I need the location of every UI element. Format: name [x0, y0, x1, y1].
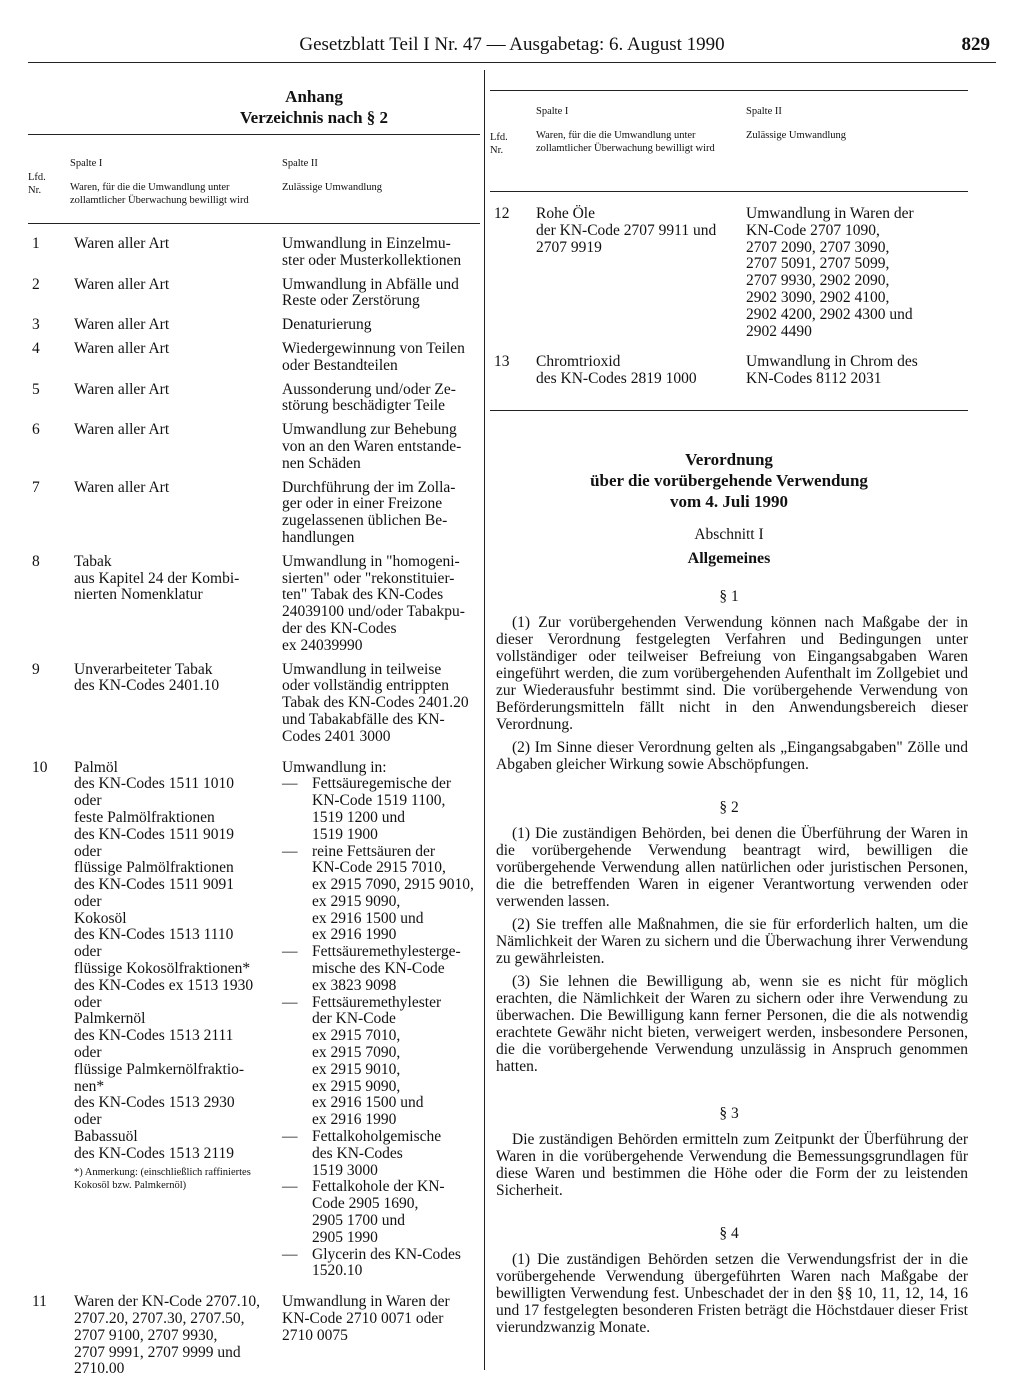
text-line: 2707 2090, 2707 3090, — [746, 238, 890, 256]
dash-item — [282, 1129, 476, 1179]
text-line: nierten Nomenklatur — [74, 586, 203, 604]
row-number: 7 — [32, 478, 40, 496]
row11-col2 — [278, 1294, 476, 1378]
text-line: ster oder Musterkollektionen — [282, 251, 462, 269]
spalte1-text: Waren, für die die Umwandlung unter zollamtlicher Überwachung bewilligt wird — [536, 130, 715, 154]
header-title: Gesetzblatt Teil I Nr. 47 — Ausgabetag: 6. August 1990 — [299, 34, 725, 55]
spalte2-label: Spalte II — [282, 158, 318, 169]
text-line: 2905 1990 — [312, 1228, 378, 1246]
text-line: Umwandlung in Abfälle und — [282, 275, 459, 293]
table-row — [28, 480, 480, 547]
text-line: Fettsäuremethylesterge- — [312, 943, 461, 961]
text-line: Waren aller Art — [74, 421, 170, 439]
dash-item — [282, 944, 476, 994]
text-line: Unverarbeiteter Tabak — [74, 660, 213, 678]
spalte1-cell — [66, 341, 278, 375]
text-line: 2707.20, 2707.30, 2707.50, — [74, 1310, 245, 1328]
text-line: oder — [74, 943, 102, 961]
text-line: oder Bestandteilen — [282, 356, 398, 374]
text-line: des KN-Codes 1513 1110 — [74, 926, 234, 944]
dash-mark: — — [282, 842, 298, 860]
spalte2-header — [746, 105, 946, 142]
anhang-heading — [148, 86, 480, 128]
text-line: ex 2915 9090, — [312, 1077, 401, 1095]
text-line: des KN-Codes 1511 1010 — [74, 775, 235, 793]
table-header-continued — [490, 90, 968, 192]
text-line: des KN-Codes 1513 2930 — [74, 1094, 235, 1112]
spalte1-cell — [66, 236, 278, 270]
row-number: 12 — [494, 205, 510, 222]
spalte2-cell — [278, 662, 476, 746]
text-line: oder — [74, 993, 102, 1011]
text-line: 2707 5091, 2707 5099, — [746, 255, 890, 273]
spalte2-header — [282, 157, 472, 194]
dash-mark: — — [282, 1128, 298, 1146]
table-header — [28, 134, 480, 224]
text-line: des KN-Codes 2401.10 — [74, 677, 220, 695]
text-line: 24039100 und/oder Tabakpu- — [282, 603, 465, 621]
text-line: zugelassenen üblichen Be- — [282, 512, 448, 530]
paragraph-heading-2: § 2 — [719, 798, 739, 816]
text-line: Waren aller Art — [74, 316, 170, 334]
text-line: KN-Code 2915 7010, — [312, 859, 446, 877]
abschnitt-title: Allgemeines — [687, 549, 771, 567]
table-row — [28, 662, 480, 746]
text-line: Fettalkoholgemische — [312, 1128, 442, 1146]
row10-col1 — [66, 760, 278, 1281]
text-line: oder vollständig entrippten — [282, 677, 450, 695]
text-line: Umwandlung in Chrom des — [746, 353, 918, 371]
spalte2-cell — [278, 554, 476, 655]
table-row-13 — [490, 354, 968, 388]
lfd-nr-header: Lfd. Nr. — [490, 132, 508, 156]
text-line: 2707 9991, 2707 9999 und — [74, 1343, 241, 1361]
paragraph-text: (2) Sie treffen alle Maßnahmen, die sie für erforderlich halten, um die Nämlichkeit der Waren zu sichern und die Überwachung ihrer Verwendung zu gewährleisten. — [496, 915, 968, 967]
text-line: flüssige Palmkernölfraktio- — [74, 1060, 245, 1078]
text-line: KN-Code 2710 0071 oder — [282, 1310, 444, 1328]
table-row-12 — [490, 206, 968, 340]
text-line: oder — [74, 1044, 102, 1062]
table-row — [28, 277, 480, 311]
row10-dash-list — [282, 776, 476, 1280]
row-number: 11 — [32, 1293, 47, 1311]
text-line: Waren der KN-Code 2707.10, — [74, 1293, 260, 1311]
text-line: und Tabakabfälle des KN- — [282, 710, 445, 728]
paragraph-text: (2) Im Sinne dieser Verordnung gelten als „Eingangsabgaben" Zölle und Abgaben gleicher Wirkung sowie Abschöpfungen. — [496, 738, 968, 773]
table-row — [28, 554, 480, 655]
text-line: Fettsäuregemische der — [312, 775, 452, 793]
text-line: Palmkernöl — [74, 1010, 146, 1028]
text-line: mische des KN-Code — [312, 960, 445, 978]
text-line: Umwandlung in Einzelmu- — [282, 235, 451, 252]
spalte2-cell — [278, 341, 476, 375]
dash-mark: — — [282, 993, 298, 1011]
text-line: des KN-Codes 1513 2119 — [74, 1144, 235, 1162]
text-line: Codes 2401 3000 — [282, 727, 391, 745]
spalte2-text: Zulässige Umwandlung — [746, 130, 847, 141]
text-line: Kokosöl — [74, 909, 127, 927]
text-line: oder — [74, 792, 102, 810]
text-line: der des KN-Codes — [282, 619, 397, 637]
text-line: Denaturierung — [282, 316, 372, 334]
text-line: handlungen — [282, 528, 355, 546]
text-line: 1519 3000 — [312, 1161, 378, 1179]
dash-mark: — — [282, 1245, 298, 1263]
spalte1-header — [70, 157, 270, 207]
anmerkung: *) Anmerkung: (einschließlich raffiniertes Kokosöl bzw. Palmkernöl) — [74, 1166, 251, 1191]
text-line: feste Palmölfraktionen — [74, 808, 215, 826]
text-line: ex 2916 1500 und — [312, 1094, 424, 1112]
dash-text — [312, 1129, 476, 1179]
text-line: des KN-Codes 1511 9019 — [74, 825, 235, 843]
text-line: des KN-Codes 2819 1000 — [536, 370, 697, 388]
text-line: 2707 9919 — [536, 238, 602, 256]
text-line: Palmöl — [74, 758, 118, 776]
text-line: Durchführung der im Zolla- — [282, 478, 456, 496]
text-line: der KN-Code — [312, 1010, 396, 1028]
paragraph-text: Die zuständigen Behörden ermitteln zum Zeitpunkt der Überführung der Waren in die vorübergehende Verwendung die Bemessungsgrundlagen für diese Waren und bestimmen die Höhe oder die Form der zu leistenden Sicherheit. — [496, 1130, 968, 1199]
row10-col1-lines — [74, 760, 278, 1163]
row12-col2 — [746, 206, 966, 340]
lfd-nr-header: Lfd. Nr. — [28, 172, 46, 196]
dash-text — [312, 995, 476, 1129]
text-line: Rohe Öle — [536, 205, 595, 222]
text-line: Code 2905 1690, — [312, 1195, 419, 1213]
row11-col1 — [66, 1294, 278, 1378]
text-line: KN-Code 2707 1090, — [746, 221, 880, 239]
spalte2-cell — [278, 422, 476, 472]
anhang-subtitle: Verzeichnis nach § 2 — [239, 108, 389, 127]
text-line: Umwandlung in Waren der — [746, 205, 914, 222]
table-end-rule — [490, 410, 968, 411]
text-line: ex 2916 1990 — [312, 926, 397, 944]
text-line: 2707 9930, 2902 2090, — [746, 272, 890, 290]
text-line: reine Fettsäuren der — [312, 842, 436, 860]
row13-col2 — [746, 354, 966, 388]
text-line: des KN-Codes 1511 9091 — [74, 876, 235, 894]
spalte2-cell — [278, 382, 476, 416]
text-line: Umwandlung zur Behebung — [282, 421, 457, 439]
text-line: ger oder in einer Freizone — [282, 495, 443, 513]
text-line: KN-Codes 8112 2031 — [746, 370, 882, 388]
dash-text — [312, 844, 476, 945]
table-row — [28, 341, 480, 375]
table-body — [28, 236, 480, 746]
text-line: Reste oder Zerstörung — [282, 292, 420, 310]
text-line: nen Schäden — [282, 454, 361, 472]
spalte2-cell — [278, 277, 476, 311]
text-line: 2710 0075 — [282, 1326, 348, 1344]
dash-item — [282, 776, 476, 843]
dash-text — [312, 1247, 476, 1281]
paragraph-heading-1: § 1 — [719, 587, 739, 605]
text-line: 1519 1900 — [312, 825, 378, 843]
column-divider — [484, 70, 485, 1370]
verordnung-title-line: über die vorübergehende Verwendung — [590, 470, 868, 490]
dash-mark: — — [282, 1178, 298, 1196]
text-line: Chromtrioxid — [536, 353, 621, 371]
text-line: Umwandlung in Waren der — [282, 1293, 450, 1311]
text-line: aus Kapitel 24 der Kombi- — [74, 569, 240, 587]
text-line: Tabak des KN-Codes 2401.20 — [282, 694, 469, 712]
right-column — [490, 72, 968, 1342]
row10-col2 — [278, 760, 476, 1281]
text-line: Babassuöl — [74, 1128, 138, 1146]
text-line: ex 24039990 — [282, 636, 363, 654]
row-number: 5 — [32, 380, 40, 398]
text-line: flüssige Palmölfraktionen — [74, 859, 234, 877]
paragraph-text: (1) Die zuständigen Behörden, bei denen die Überführung der Waren in die vorübergehende Verwendung beantragt wird, bewilligen die vorübergehende Verwendung allen natürlichen oder juristischen Personen, die die betreffenden Waren in eigener Verantwortung verwenden oder verwenden lassen. — [496, 824, 968, 910]
text-line: ex 2916 1990 — [312, 1111, 397, 1129]
text-line: oder — [74, 842, 102, 860]
text-line: flüssige Kokosölfraktionen* — [74, 960, 251, 978]
text-line: ex 3823 9098 — [312, 976, 397, 994]
row12-col1 — [536, 206, 746, 340]
text-line: Aussonderung und/oder Ze- — [282, 380, 456, 398]
text-line: 2710.00 — [74, 1360, 125, 1378]
spalte1-cell — [66, 382, 278, 416]
dash-item — [282, 995, 476, 1129]
text-line: 2902 3090, 2902 4100, — [746, 288, 890, 306]
text-line: Waren aller Art — [74, 339, 170, 357]
table-row-11 — [28, 1294, 480, 1378]
text-line: ex 2915 7090, — [312, 1044, 401, 1062]
dash-text — [312, 944, 476, 994]
text-line: Waren aller Art — [74, 275, 170, 293]
paragraph-text: (1) Die zuständigen Behörden setzen die Verwendungsfrist der in die vorübergehende Verwendung übergeführten Waren nach Maßgabe der bewilligten Verwendung fest. Unbeschadet der in den §§ 10, 11, 12, 14, 16 und 17 festgelegten besonderen Fristen beträgt die Höchstdauer dieser Frist vierundzwanzig Monate. — [496, 1250, 968, 1336]
verordnung-title-line: Verordnung — [685, 449, 773, 469]
text-line: des KN-Codes — [312, 1144, 403, 1162]
paragraph-heading-3: § 3 — [719, 1104, 739, 1122]
spalte1-label: Spalte I — [70, 158, 103, 169]
text-line: oder — [74, 1111, 102, 1129]
text-line: ex 2915 7010, — [312, 1027, 401, 1045]
text-line: des KN-Codes 1513 2111 — [74, 1027, 234, 1045]
dash-mark: — — [282, 943, 298, 961]
abschnitt-label: Abschnitt I — [694, 525, 764, 543]
row10-intro: Umwandlung in: — [282, 758, 387, 776]
text-line: störung beschädigter Teile — [282, 397, 446, 415]
spalte2-text: Zulässige Umwandlung — [282, 182, 383, 193]
text-line: 2902 4490 — [746, 322, 812, 340]
paragraph-heading-4: § 4 — [719, 1224, 739, 1242]
text-line: Glycerin des KN-Codes — [312, 1245, 461, 1263]
table-row — [28, 382, 480, 416]
anhang-title: Anhang — [285, 87, 343, 106]
row-number: 4 — [32, 339, 40, 357]
dash-item — [282, 844, 476, 945]
row-number: 13 — [494, 353, 510, 371]
text-line: Fettsäuremethylester — [312, 993, 442, 1011]
row-number: 1 — [32, 235, 40, 252]
dash-text — [312, 1179, 476, 1246]
dash-mark: — — [282, 775, 298, 793]
spalte1-cell — [66, 317, 278, 334]
table-row — [28, 236, 480, 270]
row-number: 9 — [32, 660, 40, 678]
paragraph-text: (1) Zur vorübergehenden Verwendung können nach Maßgabe der in dieser Verordnung festgelegten Verfahren und Bedingungen unter vollständiger oder teilweiser Befreiung von Eingangsabgaben Waren eingeführt werden, die zum vorübergehenden Aufenthalt im Zollgebiet und zur Wiederausfuhr bestimmt sind. Die vorübergehende Verwendung von Beförderungsmitteln fällt nicht in den Anwendungsbereich dieser Verordnung. — [496, 613, 968, 733]
text-line: 2905 1700 und — [312, 1212, 405, 1230]
text-line: 1519 1200 und — [312, 808, 405, 826]
text-line: Umwandlung in "homogeni- — [282, 552, 460, 570]
text-line: ex 2916 1500 und — [312, 909, 424, 927]
text-line: sierten" oder "rekonstituier- — [282, 569, 455, 587]
paragraph-text: (3) Sie lehnen die Bewilligung ab, wenn sie es nicht für möglich erachten, die Nämlichkeit der Waren zu sichern oder ihre Verwendung zu überwachen. Die Bewilligung kann ferner Personen, die die als notwendig erachtete Gewähr nicht bieten, verweigert werden, insbesondere Personen, die die vorübergehende Verwendung unzulässig in Anspruch genommen hatten. — [496, 972, 968, 1075]
row-number: 6 — [32, 421, 40, 439]
spalte1-label: Spalte I — [536, 106, 569, 117]
text-line: Umwandlung in teilweise — [282, 660, 442, 678]
table-row — [28, 317, 480, 334]
text-line: ex 2915 9090, — [312, 892, 401, 910]
row-number: 10 — [32, 758, 48, 776]
text-line: der KN-Code 2707 9911 und — [536, 221, 717, 239]
text-line: Fettalkohole der KN- — [312, 1178, 445, 1196]
row-number: 8 — [32, 552, 40, 570]
spalte1-cell — [66, 422, 278, 472]
text-line: Tabak — [74, 552, 112, 570]
table-row — [28, 422, 480, 472]
left-column — [28, 72, 480, 1378]
spalte1-cell — [66, 277, 278, 311]
text-line: Wiedergewinnung von Teilen — [282, 339, 465, 357]
spalte1-cell — [66, 662, 278, 746]
verordnung-title — [490, 449, 968, 512]
text-line: ex 2915 7090, 2915 9010, — [312, 876, 474, 894]
dash-item — [282, 1179, 476, 1246]
dash-text — [312, 776, 476, 843]
spalte2-label: Spalte II — [746, 106, 782, 117]
text-line: 2707 9100, 2707 9930, — [74, 1326, 218, 1344]
row13-col1 — [536, 354, 746, 388]
spalte2-cell — [278, 236, 476, 270]
text-line: Waren aller Art — [74, 380, 170, 398]
text-line: des KN-Codes ex 1513 1930 — [74, 976, 254, 994]
spalte1-cell — [66, 554, 278, 655]
text-line: ten" Tabak des KN-Codes — [282, 586, 444, 604]
spalte2-cell — [278, 480, 476, 547]
text-line: oder — [74, 892, 102, 910]
row-number: 3 — [32, 316, 40, 334]
dash-item — [282, 1247, 476, 1281]
table-row-10 — [28, 760, 480, 1281]
text-line: Waren aller Art — [74, 478, 170, 496]
verordnung-title-line: vom 4. Juli 1990 — [669, 491, 789, 511]
text-line: nen* — [74, 1077, 105, 1095]
text-line: ex 2915 9010, — [312, 1060, 401, 1078]
spalte1-text: Waren, für die die Umwandlung unter zollamtlicher Überwachung bewilligt wird — [70, 182, 249, 206]
text-line: Waren aller Art — [74, 235, 170, 252]
text-line: 1520.10 — [312, 1262, 363, 1280]
spalte2-cell — [278, 317, 476, 334]
text-line: 2902 4200, 2902 4300 und — [746, 305, 913, 323]
page-header — [28, 28, 996, 63]
spalte1-header — [536, 105, 736, 155]
text-line: KN-Code 1519 1100, — [312, 792, 446, 810]
page-number: 829 — [961, 34, 990, 55]
row-number: 2 — [32, 275, 40, 293]
spalte1-cell — [66, 480, 278, 547]
text-line: von an den Waren entstande- — [282, 437, 462, 455]
